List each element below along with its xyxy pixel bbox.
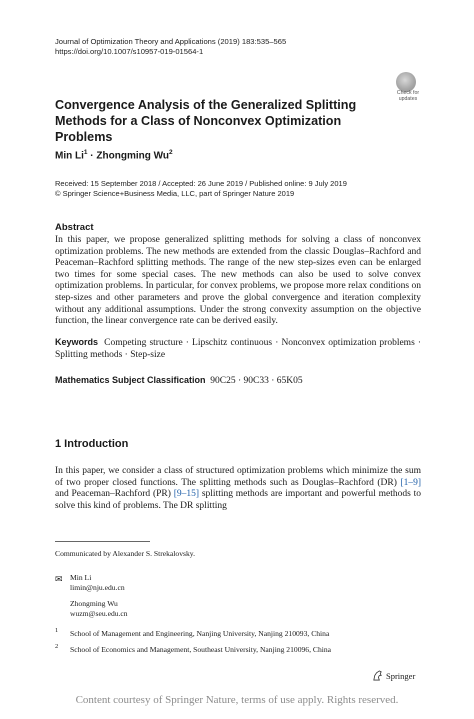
publisher-name: Springer	[386, 670, 416, 681]
author-list	[55, 149, 173, 161]
dates-line: Received: 15 September 2018 / Accepted: 26 June 2019 / Published online: 9 July 2019	[55, 179, 347, 188]
abstract-heading: Abstract	[55, 222, 94, 233]
keywords-label: Keywords	[55, 337, 99, 347]
abstract-text: In this paper, we propose generalized splitting methods for solving a class of nonconvex optimization problems. The new methods are extended from the classic Douglas–Rachford and Peaceman–Rachford splitting methods. The range of the new step-sizes even can be enlarged two times for some special cases. The new methods can also be used to solve convex optimization problems. In particular, for convex problems, we propose more relax conditions on step-sizes and other parameters and prove the global convergence and iteration complexity without any additional assumptions. Under the strong convexity assumption on the objective function, the linear convergence rate can be derived easily.	[55, 235, 421, 327]
publication-info	[55, 179, 347, 199]
copyright-line: © Springer Science+Business Media, LLC, part of Springer Nature 2019	[55, 189, 295, 198]
contact-entry	[70, 599, 128, 619]
author-name: Zhongming Wu	[96, 150, 169, 162]
footnote-divider	[55, 541, 150, 542]
springer-horse-icon	[372, 670, 383, 681]
msc-classification	[55, 375, 421, 388]
affiliation-text: School of Economics and Management, Southeast University, Nanjing 210096, China	[70, 645, 332, 654]
contact-entry	[70, 573, 125, 593]
affiliation-text: School of Management and Engineering, Nanjing University, Nanjing 210093, China	[70, 629, 330, 638]
author-name: Min Li	[55, 150, 84, 162]
doi-link[interactable]: https://doi.org/10.1007/s10957-019-01564-1	[55, 47, 204, 56]
badge-line1: Check for	[396, 90, 420, 96]
publisher-logo	[372, 670, 415, 681]
affiliation-marker: 2	[168, 149, 173, 156]
journal-citation: Journal of Optimization Theory and Applications (2019) 183:535–565	[55, 37, 287, 46]
keywords	[55, 337, 421, 361]
section-heading: 1 Introduction	[55, 438, 129, 450]
author-separator: ·	[87, 150, 97, 162]
keywords-text: Competing structure · Lipschitz continuous · Nonconvex optimization problems · Splitting methods · Step-size	[55, 338, 421, 360]
contact-name: Zhongming Wu	[70, 599, 118, 608]
contact-email[interactable]: limin@nju.edu.cn	[70, 583, 125, 592]
communicated-by: Communicated by Alexander S. Strekalovsky.	[55, 549, 195, 558]
msc-text: 90C25 · 90C33 · 65K05	[210, 376, 303, 386]
msc-label: Mathematics Subject Classification	[55, 375, 206, 385]
footer-notice: Content courtesy of Springer Nature, terms of use apply. Rights reserved.	[75, 694, 399, 706]
affiliation-number: 2	[55, 643, 59, 650]
envelope-icon: ✉	[55, 574, 63, 584]
update-icon	[396, 72, 416, 92]
citation-link[interactable]: [1–9]	[400, 477, 421, 488]
contact-name: Min Li	[70, 573, 92, 582]
affiliation-marker: 1	[83, 149, 88, 156]
intro-paragraph: In this paper, we consider a class of structured optimization problems which minimize the sum of two proper closed functions. The splitting methods such as Douglas–Rachford (DR) [1–9] and Peaceman–Rachford (PR) [9–15] splitting methods are important and powerful methods to solve this kind of problems. The DR splitting	[55, 466, 421, 511]
paper-title: Convergence Analysis of the Generalized Splitting Methods for a Class of Nonconvex Optimization Problems	[55, 98, 357, 144]
citation-link[interactable]: [9–15]	[173, 489, 200, 500]
journal-header	[55, 37, 286, 57]
badge-line2: updates	[398, 95, 418, 102]
check-for-updates-badge[interactable]	[392, 72, 422, 102]
contact-email[interactable]: wuzm@seu.edu.cn	[70, 609, 128, 618]
affiliation-number: 1	[55, 627, 59, 634]
